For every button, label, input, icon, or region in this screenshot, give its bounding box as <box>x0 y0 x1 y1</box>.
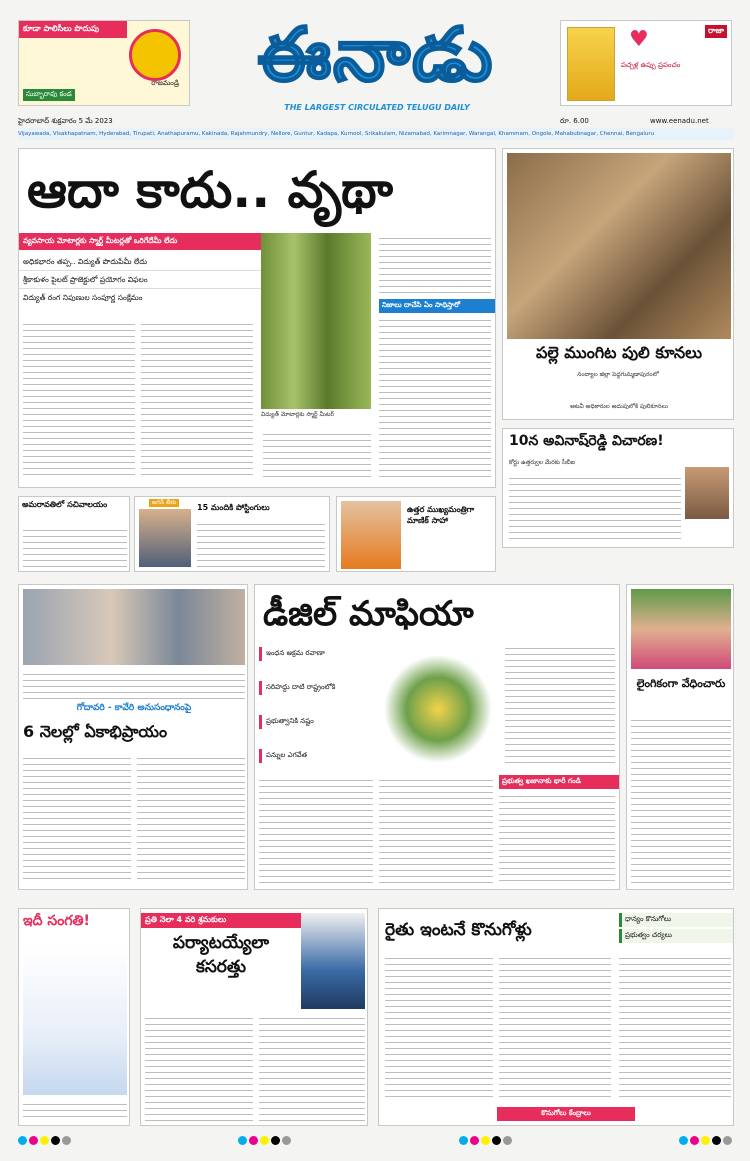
farmer-story[interactable] <box>378 908 734 1126</box>
diesel-bullet-2: ప్రభుత్వానికి నష్టం <box>259 715 380 729</box>
right-ad-pack <box>567 27 615 101</box>
diesel-box-label: ప్రభుత్వ ఖజానాకు భారీ గండి <box>499 775 620 789</box>
price: రూ. 6.00 <box>560 117 589 125</box>
farmer-side-1: ధాన్యం కొనుగోలు <box>619 913 734 927</box>
lead-body-col2 <box>141 319 253 479</box>
sharmila-body <box>631 715 731 885</box>
lead-point-0: అధికభారం తప్ప.. విద్యుత్ పొదుపేమీ లేదు <box>19 255 263 271</box>
lead-point-2: విద్యుత్ రంగ నిపుణుల సంపూర్ణ సంక్షేమం <box>23 293 143 302</box>
masthead-title: ఈనాడు <box>257 12 495 98</box>
left-ad-text1: కూడా పాలిసీలు పొదుపు <box>19 21 127 38</box>
kaveri-caption <box>23 669 245 699</box>
lead-body-col4 <box>379 233 491 293</box>
brief-mid-label: జగన్ తీరు <box>149 499 179 507</box>
lead-body-col3 <box>263 429 371 481</box>
left-ad-text2: రాజమండ్రి <box>151 79 179 87</box>
lead-side-box-title: నిజాలు దాచేసి ఏం సాధిస్తారో <box>379 299 496 313</box>
left-ad[interactable] <box>18 20 190 106</box>
brief-right[interactable] <box>336 496 496 572</box>
masthead-tagline: THE LARGEST CIRCULATED TELUGU DAILY <box>284 103 470 112</box>
farmer-body-col1 <box>385 953 493 1101</box>
editions-bar: Vijayawada, Visakhapatnam, Hyderabad, Tirupati, Anathapuramu, Kakinada, Rajahmundry, Nellore, Guntur, Kadapa, Kurnool, Srikakulam, Nizamabad, Karimnagar, Warangal, Khammam, Ongole, Mahabubnagar, Chennai, Bengaluru <box>18 128 734 140</box>
tourism-headline1: పర్యాటయ్యేలా <box>172 933 270 953</box>
farmer-body-col3 <box>619 953 731 1101</box>
kaveri-body-col1 <box>23 753 131 883</box>
lead-photo[interactable] <box>261 233 371 409</box>
reg-marks-2 <box>238 1132 293 1146</box>
brief-mid[interactable] <box>134 496 330 572</box>
brief-mid-body <box>197 519 325 567</box>
diesel-bullet-3: పన్నుల ఎగవేత <box>259 749 380 763</box>
avinash-headline: 10న అవినాష్‌రెడ్డి విచారణ! <box>509 433 664 449</box>
diesel-story[interactable] <box>254 584 620 890</box>
diesel-headline: డీజిల్ మాఫియా <box>263 594 474 634</box>
reg-marks-3 <box>459 1132 514 1146</box>
dateline: హైదరాబాద్ శుక్రవారం 5 మే 2023 <box>18 117 113 125</box>
lead-side-box-body <box>379 315 491 479</box>
cartoon[interactable] <box>18 908 130 1126</box>
diesel-bullet-0: ఇంధన అక్రమ రవాణా <box>259 647 380 661</box>
avinash-photo[interactable] <box>685 467 729 519</box>
cartoon-title: ఇదీ సంగతి! <box>23 913 90 929</box>
brief-mid-photo[interactable] <box>139 509 191 567</box>
farmer-footer: కొనుగోలు కేంద్రాలు <box>497 1107 635 1121</box>
diesel-body-col2 <box>379 775 493 885</box>
kaveri-headline: 6 నెలల్లో ఏకాభిప్రాయం <box>23 722 168 741</box>
tourism-body-col1 <box>145 1013 253 1121</box>
brief-left-body <box>23 525 127 567</box>
avinash-story[interactable] <box>502 428 734 548</box>
brief-right-photo[interactable] <box>341 501 401 569</box>
right-ad-brand: రాజా <box>705 25 727 38</box>
tiger-subtext: నంద్యాల జిల్లా పెద్దగుమ్మడాపురంలో <box>577 371 659 378</box>
lead-photo-caption: విద్యుత్ మోటార్లకు స్మార్ట్ మీటర్ <box>261 411 335 418</box>
diesel-box-body <box>499 791 615 885</box>
brief-left-title: అమరావతిలో సచివాలయం <box>22 500 108 509</box>
tiger-headline: పల్లె ముంగిట పులి కూనలు <box>535 343 703 362</box>
diesel-body-col1 <box>259 775 373 885</box>
kaveri-photo[interactable] <box>23 589 245 665</box>
heart-icon: ♥ <box>629 27 649 52</box>
tiger-credit: అటవీ అధికారుల అదుపులోకి పులికూనలు <box>570 403 668 410</box>
farmer-body-col2 <box>499 953 611 1101</box>
tiger-photo[interactable] <box>507 153 731 339</box>
brief-left[interactable] <box>18 496 130 572</box>
left-ad-text3: సుబ్బారావు కండ <box>23 89 75 101</box>
sharmila-story[interactable] <box>626 584 734 890</box>
left-ad-logo <box>129 29 181 81</box>
tourism-label: ప్రతి నెలా 4 వరి శ్రమకులు <box>141 913 309 928</box>
diesel-illustration <box>377 643 499 763</box>
avinash-subtext: కోర్టు ఉత్తర్వుల మేరకు సీబీఐ <box>509 459 576 466</box>
avinash-body <box>509 473 681 543</box>
tourism-story[interactable] <box>140 908 368 1126</box>
diesel-bullet-1: సరిహద్దు దాటి రాష్ట్రంలోకి <box>259 681 380 695</box>
tiger-story[interactable] <box>502 148 734 420</box>
kaveri-label: గోదావరి - కావేరి అనుసంధానంపై <box>76 703 192 713</box>
brief-right-title: ఉత్తర ముఖ్యమంత్రిగా మాణిక్ సాహా <box>407 505 475 525</box>
right-ad-text: పచ్చళ్ల ఉప్పు ప్రపంచం <box>621 61 681 69</box>
website-link[interactable]: www.eenadu.net <box>650 117 709 125</box>
color-registration-bar <box>18 1132 734 1146</box>
farmer-side-2: ప్రభుత్వం చర్యలు <box>619 929 734 943</box>
kaveri-body-col2 <box>137 753 245 883</box>
tourism-body-col2 <box>259 1013 365 1121</box>
lead-point-1: శ్రీకాకుళం పైలట్ ప్రాజెక్టులో ప్రయోగం విఫలం <box>19 273 263 289</box>
kaveri-story[interactable] <box>18 584 248 890</box>
tourism-photo[interactable] <box>301 913 365 1009</box>
sharmila-caption: లైంగికంగా వేధించారు <box>636 677 726 690</box>
cartoon-drawing <box>23 945 127 1095</box>
lead-story[interactable] <box>18 148 496 488</box>
lead-body-col1 <box>23 319 135 479</box>
cartoon-caption <box>23 1099 127 1121</box>
diesel-body-right <box>505 643 615 763</box>
lead-headline: ఆదా కాదు.. వృథా <box>27 161 393 219</box>
brief-mid-title: 15 మందికి పోస్టింగులు <box>197 503 270 512</box>
lead-subhead: వ్యవసాయ మోటార్లకు స్మార్ట్ మీటర్లతో ఒరిగేదేమీ లేదు <box>19 233 263 250</box>
reg-marks-4 <box>679 1132 734 1146</box>
right-ad[interactable] <box>560 20 732 106</box>
farmer-headline: రైతు ఇంటనే కొనుగోళ్లు <box>385 920 532 940</box>
reg-marks-1 <box>18 1132 73 1146</box>
sharmila-photo[interactable] <box>631 589 731 669</box>
tourism-headline2: కసరత్తు <box>196 957 246 977</box>
